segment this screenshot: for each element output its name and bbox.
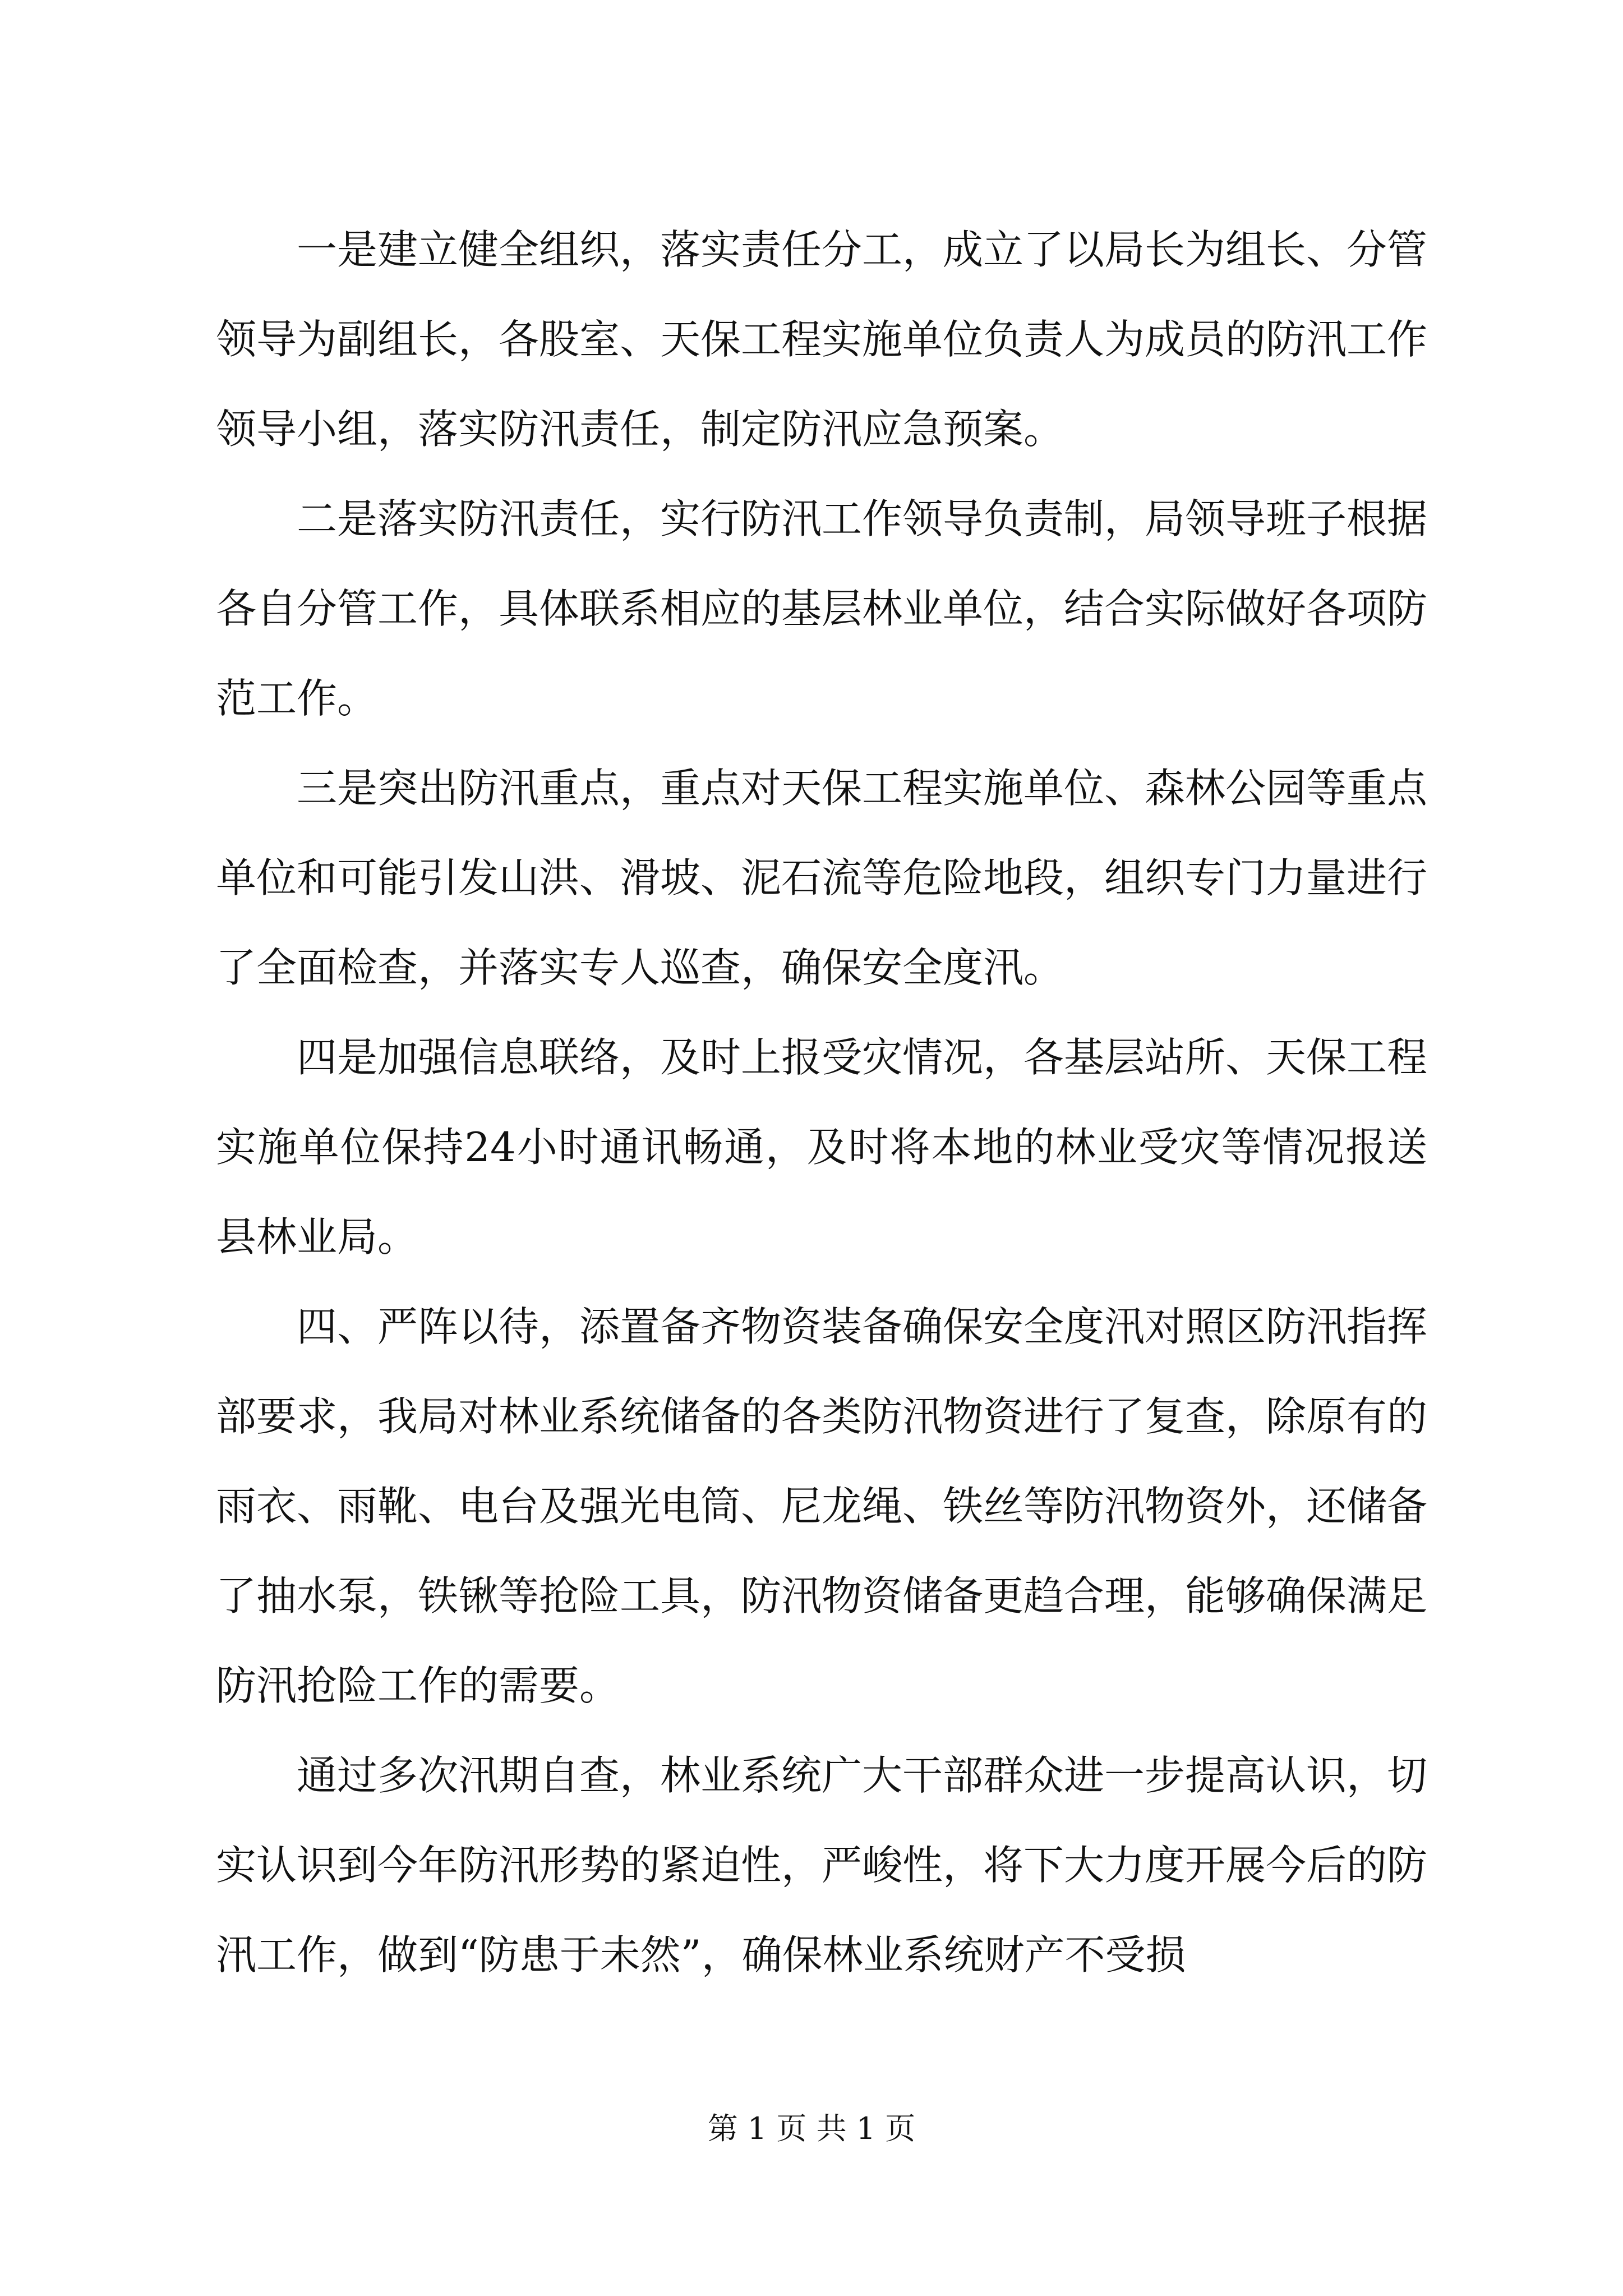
paragraph-5: 四、严阵以待，添置备齐物资装备确保安全度汛对照区防汛指挥部要求，我局对林业系统储备的各类防汛物资进行了复查，除原有的雨衣、雨靴、电台及强光电筒、尼龙绳、铁丝等防汛物资外，还储备了抽水泵，铁锹等抢险工具，防汛物资储备更趋合理，能够确保满足防汛抢险工作的需要。 bbox=[216, 1303, 1428, 1709]
paragraph-2: 二是落实防汛责任，实行防汛工作领导负责制，局领导班子根据各自分管工作，具体联系相应的基层林业单位，结合实际做好各项防范工作。 bbox=[216, 495, 1428, 722]
paragraph-6: 通过多次汛期自查，林业系统广大干部群众进一步提高认识，切实认识到今年防汛形势的紧迫性，严峻性，将下大力度开展今后的防汛工作，做到“防患于未然”，确保林业系统财产不受损 bbox=[216, 1752, 1428, 1978]
paragraph-1: 一是建立健全组织，落实责任分工，成立了以局长为组长、分管领导为副组长，各股室、天保工程实施单位负责人为成员的防汛工作领导小组，落实防汛责任，制定防汛应急预案。 bbox=[216, 226, 1428, 453]
paragraph-4: 四是加强信息联络，及时上报受灾情况，各基层站所、天保工程实施单位保持24小时通讯畅通，及时将本地的林业受灾等情况报送县林业局。 bbox=[216, 1034, 1428, 1260]
paragraph-3: 三是突出防汛重点，重点对天保工程实施单位、森林公园等重点单位和可能引发山洪、滑坡、泥石流等危险地段，组织专门力量进行了全面检查，并落实专人巡查，确保安全度汛。 bbox=[216, 765, 1428, 991]
document-body bbox=[216, 205, 1427, 2000]
page-footer: 第 1 页 共 1 页 bbox=[707, 2111, 916, 2146]
